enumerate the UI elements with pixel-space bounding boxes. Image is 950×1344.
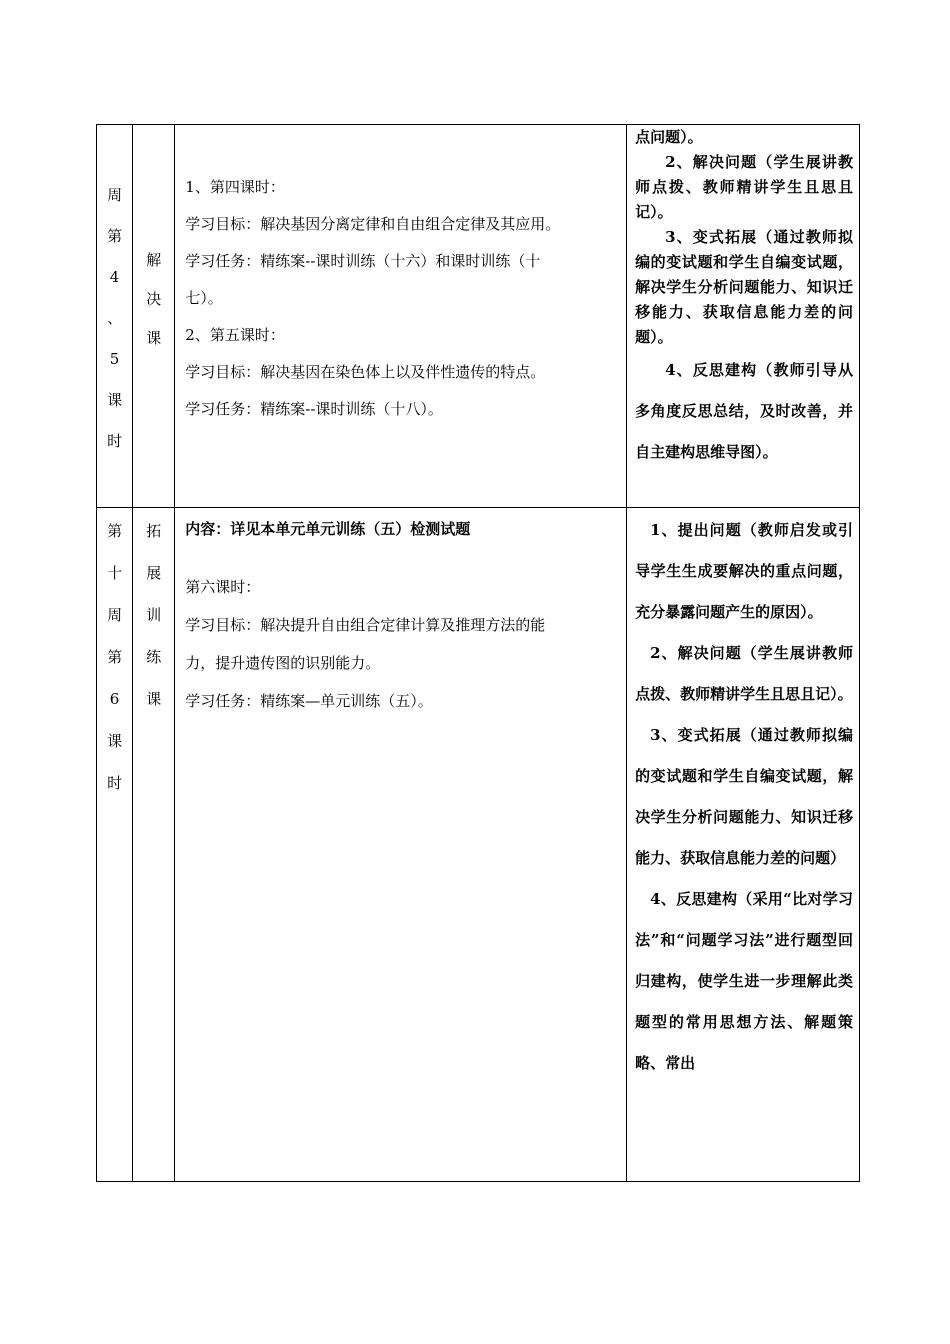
- process-item: 点问题）。: [635, 128, 703, 146]
- content-line: 力，提升遗传图的识别能力。: [185, 654, 381, 672]
- week-cell: [97, 508, 133, 1182]
- content-line: 学习任务：精练案--课时训练（十六）和课时训练（十: [185, 252, 541, 270]
- content-heading: 内容：详见本单元单元训练（五）检测试题: [185, 520, 471, 538]
- week-char: 课: [107, 732, 123, 750]
- week-char: 时: [107, 774, 123, 792]
- content-line: 学习目标：解决基因在染色体上以及伴性遗传的特点。: [185, 363, 546, 381]
- week-char: 5: [109, 350, 120, 368]
- type-char: 展: [146, 564, 162, 582]
- week-char: 时: [107, 432, 123, 450]
- content-line: 七）。: [185, 289, 223, 307]
- week-char: 第: [107, 522, 123, 540]
- lesson-type-cell: [133, 125, 175, 508]
- process-cell: [627, 125, 860, 508]
- process-cell: [627, 508, 860, 1182]
- process-item: 3、变式拓展（通过教师拟编的变试题和学生自编变试题，解决学生分析问题能力、知识迁移能力、获取信息能力差的问题）: [635, 726, 853, 867]
- type-char: 训: [146, 606, 162, 624]
- lesson-plan-table: [96, 124, 860, 1182]
- table-row: [97, 125, 860, 508]
- week-char: 4: [109, 268, 120, 286]
- table-row: [97, 508, 860, 1182]
- content-line: 学习任务：精练案—单元训练（五）。: [185, 692, 433, 710]
- process-item: 2、解决问题（学生展讲教师点拨、教师精讲学生且思且记）。: [635, 153, 853, 221]
- type-char: 解: [146, 251, 162, 269]
- type-char: 拓: [146, 522, 162, 540]
- week-char: 第: [107, 648, 123, 666]
- process-item: 4、反思建构（教师引导从多角度反思总结，及时改善，并自主建构思维导图）。: [635, 361, 853, 461]
- week-char: 6: [109, 690, 120, 708]
- week-cell: [97, 125, 133, 508]
- week-char: 第: [107, 227, 123, 245]
- content-line: 第六课时：: [185, 578, 261, 596]
- lesson-type-cell: [133, 508, 175, 1182]
- content-cell: [175, 508, 627, 1182]
- week-char: 周: [107, 186, 123, 204]
- content-line: 学习目标：解决提升自由组合定律计算及推理方法的能: [185, 616, 546, 634]
- week-char: 课: [107, 391, 123, 409]
- content-cell: [175, 125, 627, 508]
- type-char: 课: [146, 329, 162, 347]
- type-char: 课: [146, 690, 162, 708]
- week-char: 、: [107, 309, 123, 327]
- process-item: 2、解决问题（学生展讲教师点拨、教师精讲学生且思且记）。: [635, 644, 853, 703]
- week-char: 十: [107, 564, 123, 582]
- type-char: 练: [146, 648, 162, 666]
- content-line: 学习目标：解决基因分离定律和自由组合定律及其应用。: [185, 215, 561, 233]
- process-item: 4、反思建构（采用“比对学习法”和“问题学习法”进行题型回归建构，使学生进一步理解此类题型的常用思想方法、解题策略、常出: [635, 890, 853, 1072]
- content-line: 学习任务：精练案--课时训练（十八）。: [185, 400, 443, 418]
- content-line: 1、第四课时：: [185, 178, 285, 196]
- week-char: 周: [107, 606, 123, 624]
- process-item: 3、变式拓展（通过教师拟编的变试题和学生自编变试题，解决学生分析问题能力、知识迁移能力、获取信息能力差的问题）。: [635, 228, 853, 346]
- content-line: 2、第五课时：: [185, 326, 285, 344]
- process-item: 1、提出问题（教师启发或引导学生生成要解决的重点问题，充分暴露问题产生的原因）。: [635, 521, 853, 621]
- type-char: 决: [146, 290, 162, 308]
